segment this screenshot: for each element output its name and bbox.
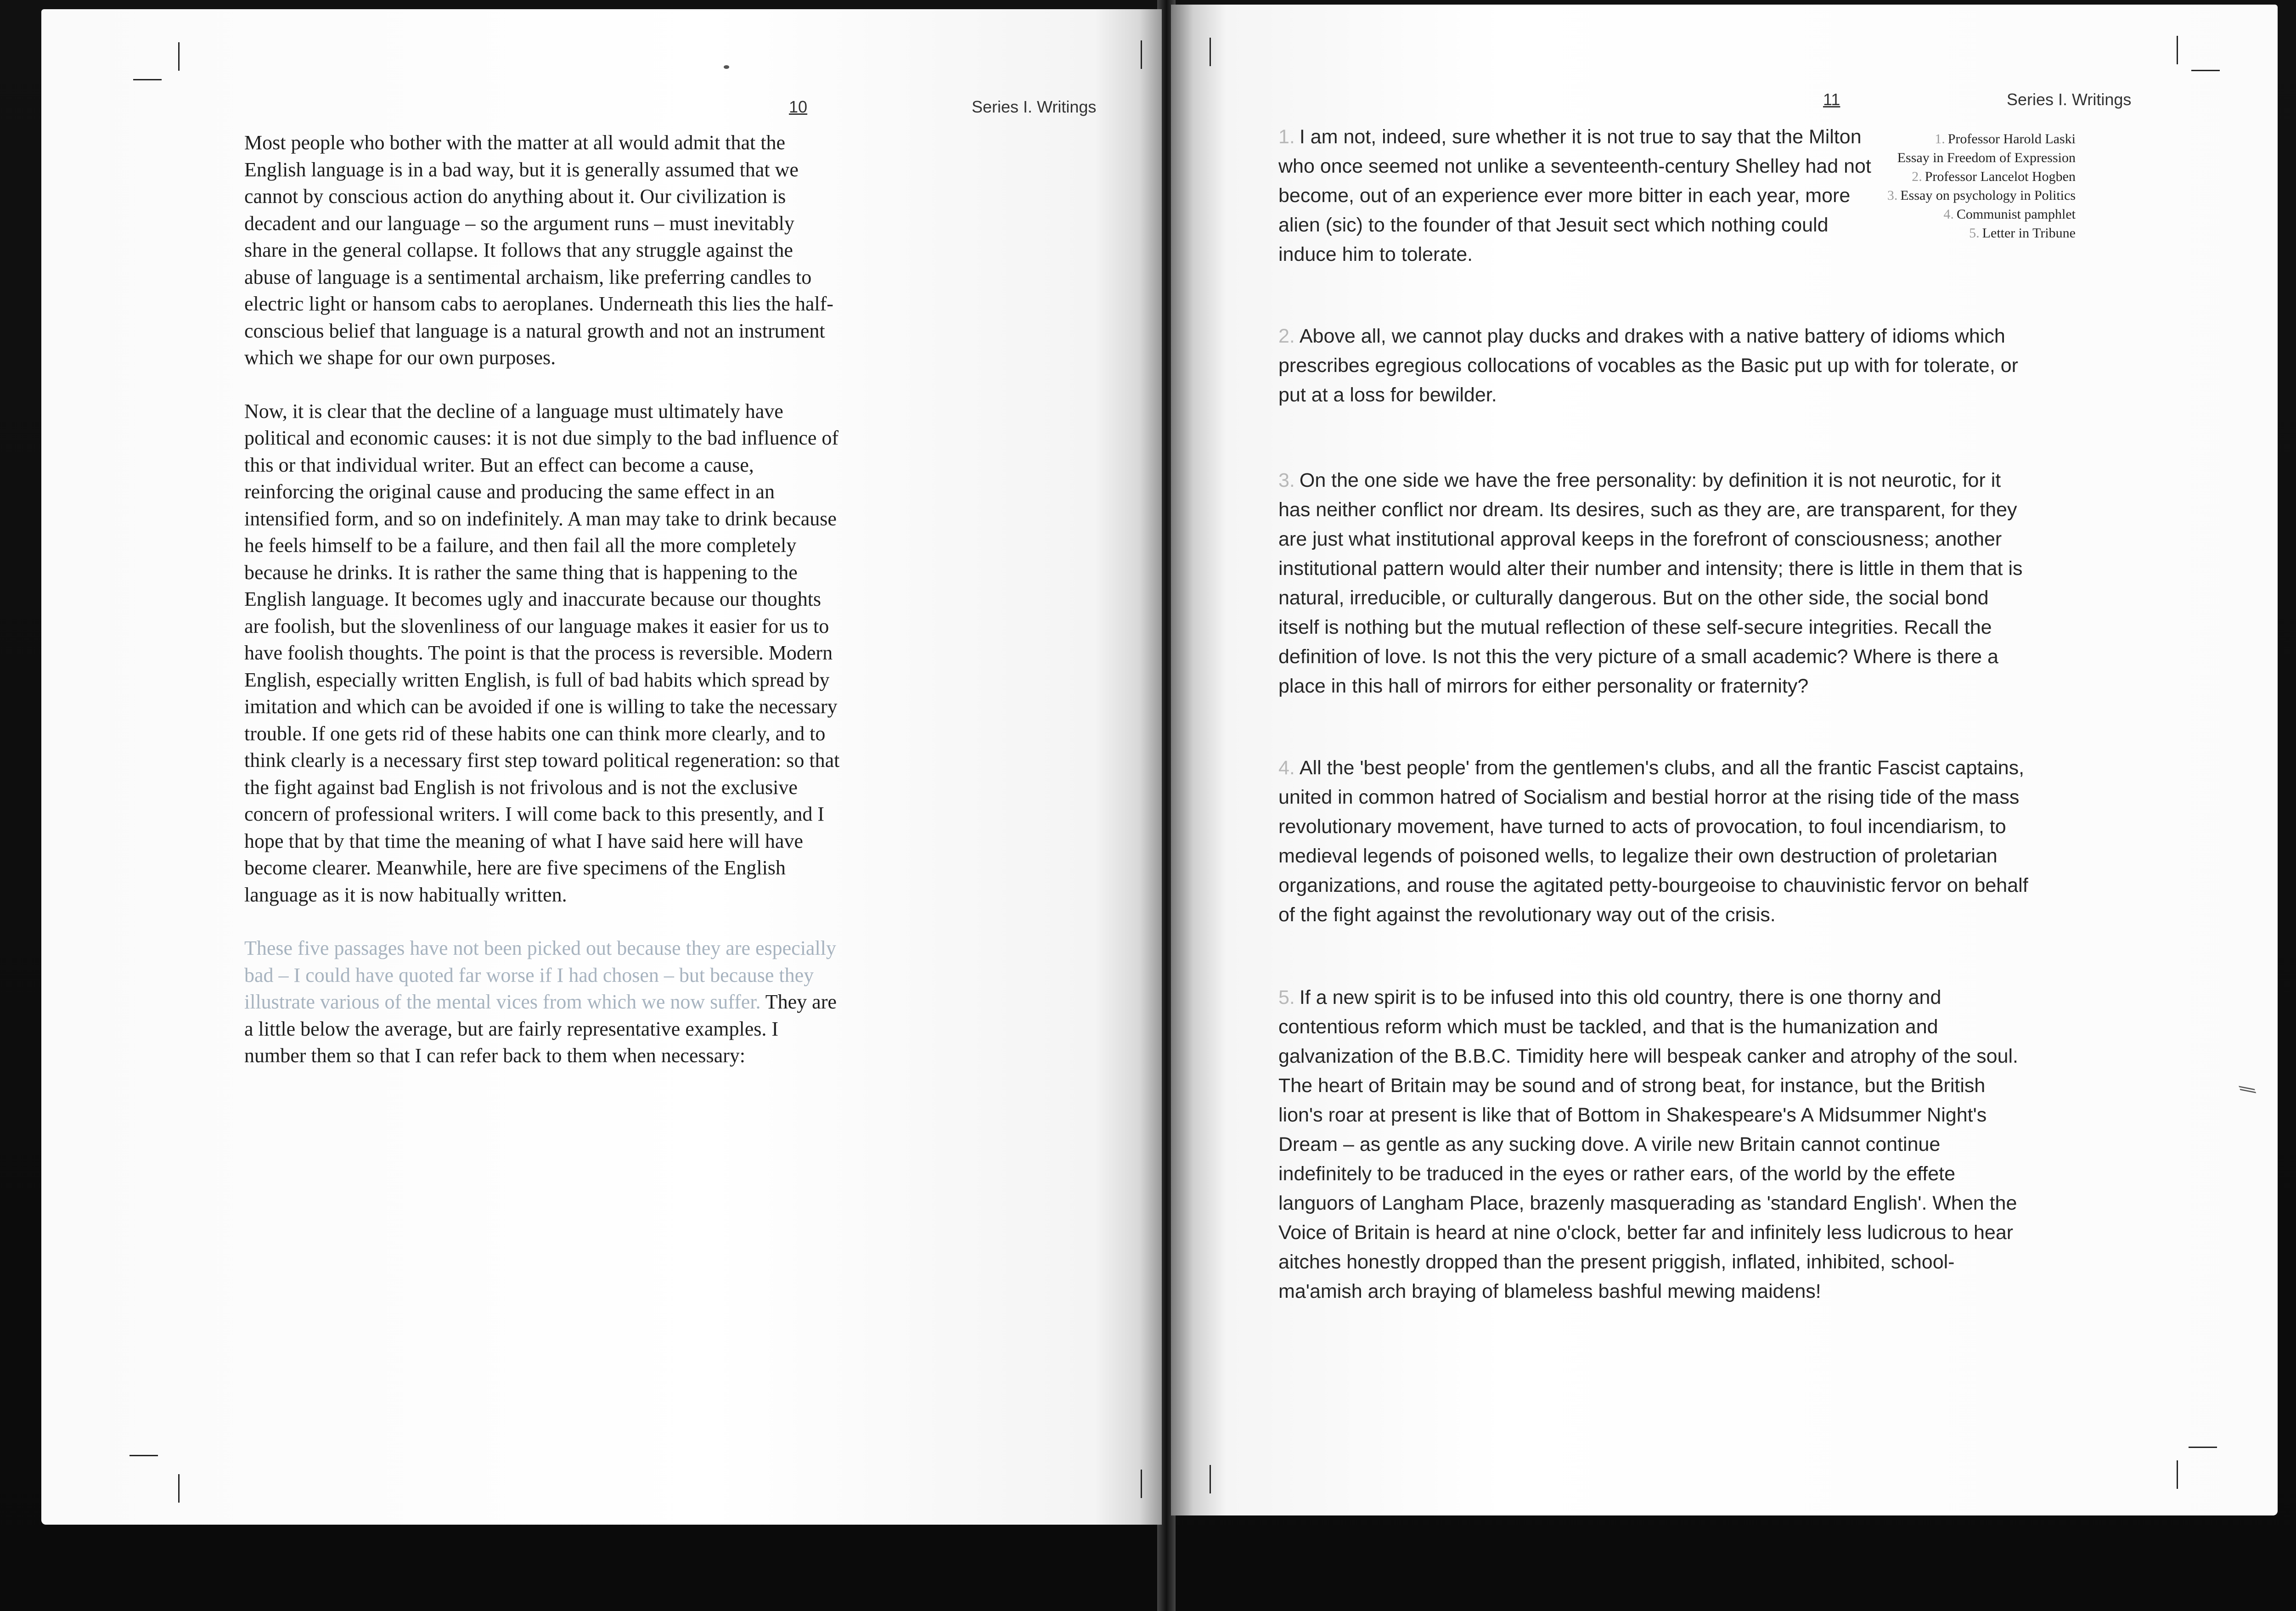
crop-mark <box>1210 1465 1211 1493</box>
paragraph <box>244 935 841 1070</box>
crop-mark <box>1210 38 1211 66</box>
sidenote: 1. Professor Harold Laski <box>1935 131 2076 146</box>
paragraph: Most people who bother with the matter at all would admit that the English language is in a bad way, but it is generally assumed that we cannot by conscious action do anything about it. Our civilization is decadent and our language – so the argument runs – must inevitably share in the general collapse. It follows that any struggle against the abuse of language is a sentimental archaism, like preferring candles to electric light or hansom cabs to aeroplanes. Underneath this lies the half-conscious belief that language is a natural growth and not an instrument which we shape for our own purposes. <box>244 131 833 369</box>
sidenote: Essay in Freedom of Expression <box>1897 150 2076 165</box>
page-number: 10 <box>789 97 808 116</box>
crop-mark <box>178 42 180 71</box>
paragraph-continuation: They are a little below the average, but are fairly representative examples. I number them so that I can refer back to them when necessary: <box>244 991 837 1067</box>
page-number: 11 <box>1823 90 1840 109</box>
crop-mark <box>2177 36 2178 64</box>
passage-5: 5. If a new spirit is to be infused into this old country, there is one thorny and contentious reform which must be tackled, and that is the humanization and galvanization of the B.B.C. Timidity here will bespeak canker and atrophy of the soul. The heart of Britain may be sound and of strong beat, for instance, but the British lion's roar at present is like that of Bottom in Shakespeare's A Midsummer Night's Dream – as gentle as any sucking dove. A virile new Britain cannot continue indefinitely to be traduced in the eyes or rather ears, of the world by the effete languors of Langham Place, brazenly masquerading as 'standard English'. When the Voice of Britain is heard at nine o'clock, better far and infinitely less ludicrous to hear aitches honestly dropped than the present priggish, inflated, inhibited, school-ma'amish arch braying of blameless bashful mewing maidens! <box>1278 986 2018 1302</box>
muted-text: These five passages have not been picked out because they are especially bad – I could have quoted far worse if I had chosen – but because they illustrate various of the mental vices from which we now suffer. <box>244 937 836 1013</box>
crop-mark <box>1141 1470 1142 1498</box>
sidenote: 3. Essay on psychology in Politics <box>1887 188 2076 203</box>
crop-mark <box>2189 1447 2217 1448</box>
crop-mark <box>2191 70 2220 71</box>
sidenote: 5. Letter in Tribune <box>1969 225 2076 241</box>
ink-scribble: ⁄⁄ <box>2235 1083 2258 1097</box>
running-head: Series I. Writings <box>972 97 1097 116</box>
paragraph: Now, it is clear that the decline of a language must ultimately have political and economic causes: it is not due simply to the bad influence of this or that individual writer. But an effect can become a cause, reinforcing the original cause and producing the same effect in an intensified form, and so on indefinitely. A man may take to drink because he feels himself to be a failure, and then fail all the more completely because he drinks. It is rather the same thing that is happening to the English language. It becomes ugly and inaccurate because our thoughts are foolish, but the slovenliness of our language makes it easier for us to have foolish thoughts. The point is that the process is reversible. Modern English, especially written English, is full of bad habits which spread by imitation and which can be avoided if one is willing to take the necessary trouble. If one gets rid of these habits one can think more clearly, and to think clearly is a necessary first step toward political regeneration: so that the fight against bad English is not frivolous and is not the exclusive concern of professional writers. I will come back to this presently, and I hope that by that time the meaning of what I have said here will have become clearer. Meanwhile, here are five specimens of the English language as it is now habitually written. <box>244 400 840 906</box>
passage-2: 2. Above all, we cannot play ducks and drakes with a native battery of idioms which prescribes egregious collocations of vocables as the Basic put up with for tolerate, or put at a loss for bewilder. <box>1278 325 2018 406</box>
passage-3: 3. On the one side we have the free personality: by definition it is not neurotic, for it has neither conflict nor dream. Its desires, such as they are, are transparent, for they are just what institutional approval keeps in the forefront of consciousness; another institutional pattern would alter their number and intensity; there is little in them that is natural, irreducible, or culturally dangerous. But on the other side, the social bond itself is nothing but the mutual reflection of these self-secure integrities. Recall the definition of love. Is not this the very picture of a small academic? Where is there a place in this hall of mirrors for either personality or fraternity? <box>1278 469 2023 697</box>
crop-mark <box>1141 40 1142 69</box>
sidenote: 2. Professor Lancelot Hogben <box>1912 169 2076 184</box>
crop-mark <box>129 1455 158 1456</box>
right-page <box>1171 5 2278 1515</box>
sidenote: 4. Communist pamphlet <box>1943 207 2076 222</box>
passage-4: 4. All the 'best people' from the gentlemen's clubs, and all the frantic Fascist captains, united in common hatred of Socialism and bestial horror at the rising tide of the mass revolutionary movement, have turned to acts of provocation, to foul incendiarism, to medieval legends of poisoned wells, to legalize their own destruction of proletarian organizations, and rouse the agitated petty-bourgeoise to chauvinistic fervor on behalf of the fight against the revolutionary way out of the crisis. <box>1278 757 2028 926</box>
running-head: Series I. Writings <box>2007 90 2132 109</box>
passage-1: 1. I am not, indeed, sure whether it is not true to say that the Milton who once seemed not unlike a seventeenth-century Shelley had not become, out of an experience ever more bitter in each year, more alien (sic) to the founder of that Jesuit sect which nothing could induce him to tolerate. <box>1278 126 1871 265</box>
body-text <box>244 130 841 1070</box>
left-page <box>41 9 1162 1525</box>
crop-mark <box>2177 1460 2178 1489</box>
crop-mark <box>133 79 162 80</box>
crop-mark <box>178 1474 180 1503</box>
dust-speck <box>724 65 729 69</box>
